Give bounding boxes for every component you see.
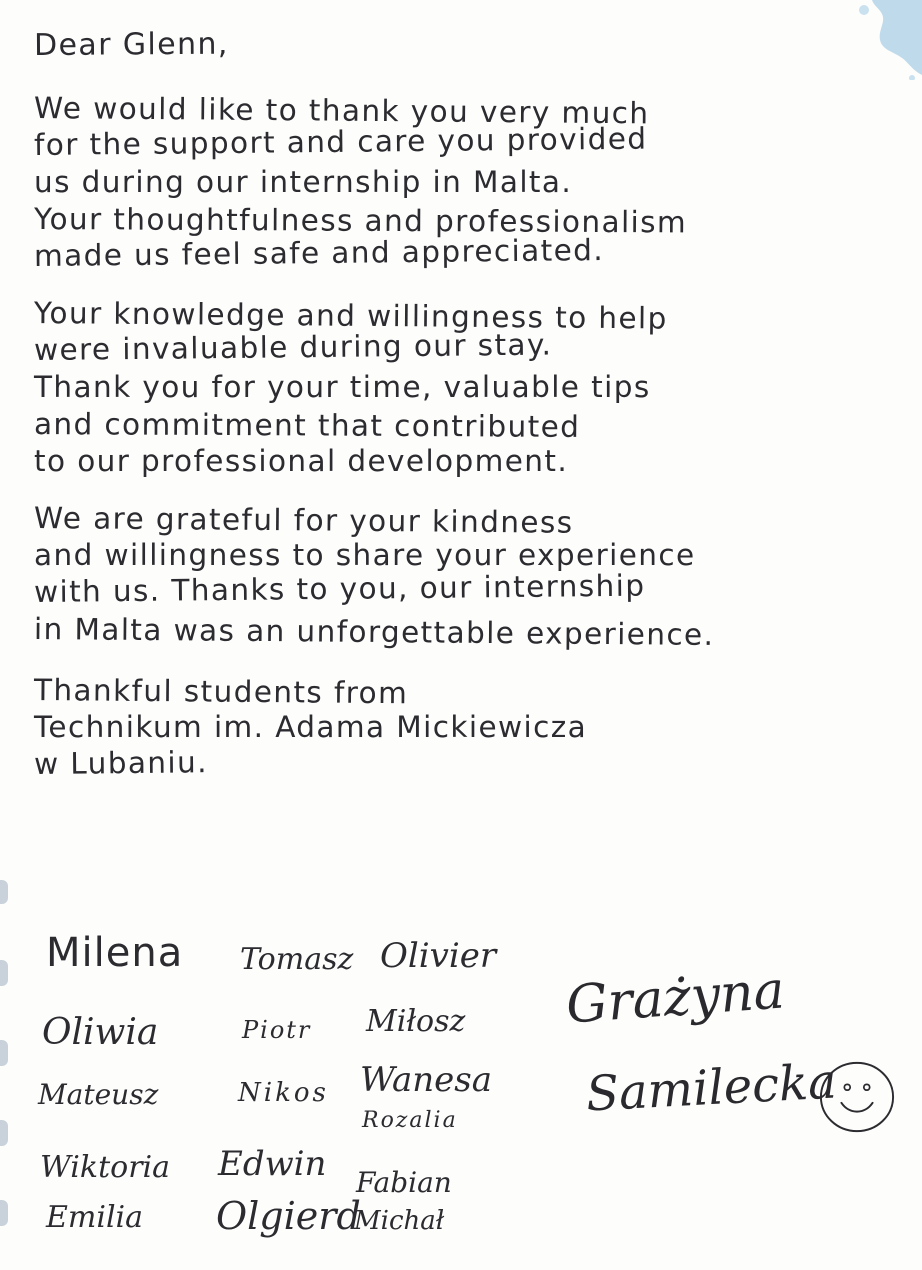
signature-student: Edwin: [218, 1144, 327, 1184]
signature-student: Fabian: [356, 1166, 452, 1199]
letter-body: [34, 26, 884, 803]
letter-line: Your knowledge and willingness to help: [33, 296, 668, 336]
paragraph-3: [33, 500, 884, 652]
letter-line: in Malta was an unforgettable experience.: [33, 612, 715, 652]
signature-teacher: [564, 950, 839, 1140]
signature-student: Nikos: [238, 1078, 329, 1108]
binding-hole: [0, 1200, 8, 1226]
letter-line: to our professional development.: [34, 444, 569, 478]
letter-line: We are grateful for your kindness: [33, 501, 574, 540]
signature-student: Tomasz: [240, 942, 354, 977]
letter-line: We would like to thank you very much: [33, 91, 650, 131]
signature-student: Wanesa: [360, 1060, 492, 1100]
signoff-line: w Lubaniu.: [33, 745, 209, 781]
signature-student: Michał: [354, 1206, 445, 1236]
signature-student: Piotr: [242, 1016, 312, 1044]
signature-student: Emilia: [46, 1200, 144, 1235]
letter-line: for the support and care you provided: [33, 121, 648, 162]
signature-student: Mateusz: [38, 1078, 159, 1111]
letter-line: and willingness to share your experience: [34, 538, 696, 572]
letter-line: Your thoughtfulness and professionalism: [33, 202, 688, 240]
binding-hole: [0, 960, 8, 986]
letter-line: made us feel safe and appreciated.: [33, 233, 605, 273]
binding-hole: [0, 1120, 8, 1146]
signature-student: Olgierd: [216, 1194, 361, 1238]
signature-teacher-last: Samilecka: [584, 1053, 839, 1123]
signature-student: Milena: [46, 930, 184, 976]
letter-line: were invaluable during our stay.: [33, 327, 553, 367]
paragraph-1: [34, 90, 884, 275]
signoff-line: Technikum im. Adama Mickiewicza: [34, 710, 588, 744]
letter-line: and commitment that contributed: [33, 407, 581, 444]
greeting: Dear Glenn,: [33, 26, 229, 63]
signature-student: Wiktoria: [40, 1150, 171, 1185]
letter-line: us during our internship in Malta.: [34, 165, 573, 199]
signoff-line: Thankful students from: [33, 673, 409, 711]
binding-hole: [0, 1040, 8, 1066]
binding-hole: [0, 880, 8, 904]
signature-teacher-first: Grażyna: [564, 960, 787, 1036]
signature-student: Oliwia: [42, 1012, 159, 1053]
signature-student: Miłosz: [366, 1004, 466, 1039]
signoff: [34, 672, 884, 783]
signature-student: Rozalia: [362, 1108, 458, 1133]
paragraph-2: [34, 295, 884, 480]
smiley-face-icon: [818, 1058, 896, 1136]
letter-line: with us. Thanks to you, our internship: [33, 568, 646, 609]
letter-line: Thank you for your time, valuable tips: [34, 370, 651, 404]
signature-student: Olivier: [380, 936, 497, 976]
